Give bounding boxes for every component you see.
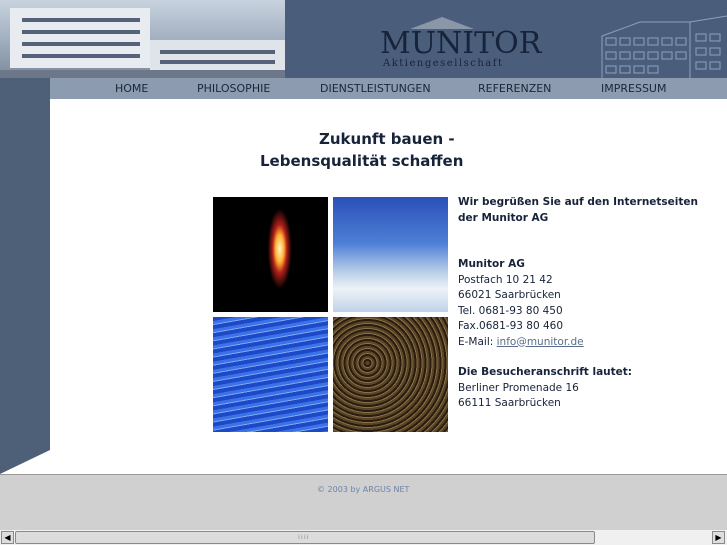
scroll-thumb[interactable] [15, 531, 595, 544]
earth-image [333, 317, 448, 432]
left-side-panel [0, 78, 50, 474]
building-sketch-icon [600, 14, 727, 78]
elements-image-grid [213, 197, 448, 433]
scroll-right-arrow-icon[interactable]: ▶ [712, 531, 725, 544]
brand-logo[interactable]: MUNITOR [380, 26, 542, 61]
nav-home[interactable]: HOME [115, 82, 149, 95]
fax: Fax.0681-93 80 460 [458, 320, 564, 332]
nav-impressum[interactable]: IMPRESSUM [601, 82, 667, 95]
visitor-heading: Die Besucheranschrift lautet: [458, 366, 632, 378]
visitor-city: 66111 Saarbrücken [458, 397, 561, 409]
postbox-city: 66021 Saarbrücken [458, 289, 561, 301]
water-image [213, 317, 328, 432]
email-row [458, 335, 718, 351]
main-content [50, 99, 727, 474]
horizontal-scrollbar[interactable] [0, 530, 727, 545]
email-link[interactable]: info@munitor.de [496, 335, 584, 348]
slogan-line-1: Zukunft bauen - [319, 130, 455, 148]
brand-subtitle: Aktiengesellschaft [383, 58, 504, 69]
nav-referenzen[interactable]: REFERENZEN [478, 82, 552, 95]
page-header [0, 0, 727, 78]
visitor-street: Berliner Promenade 16 [458, 381, 579, 394]
scroll-left-arrow-icon[interactable]: ◀ [1, 531, 14, 544]
page-footer [0, 474, 727, 530]
fire-image [213, 197, 328, 312]
sky-image [333, 197, 448, 312]
main-navigation [50, 78, 727, 99]
contact-info [458, 195, 718, 412]
grip-icon: ⁞⁞⁞⁞ [298, 534, 310, 541]
building-photo [0, 0, 285, 78]
postbox: Postfach 10 21 42 [458, 273, 553, 286]
copyright-text: © 2003 by ARGUS NET [317, 485, 410, 494]
nav-philosophie[interactable]: PHILOSOPHIE [197, 82, 271, 95]
slogan-line-2: Lebensqualität schaffen [260, 152, 464, 170]
welcome-text: Wir begrüßen Sie auf den Internetseiten der Munitor AG [458, 196, 699, 224]
telephone: Tel. 0681-93 80 450 [458, 304, 563, 317]
company-name: Munitor AG [458, 258, 525, 270]
nav-dienstleistungen[interactable]: DIENSTLEISTUNGEN [320, 82, 431, 95]
email-label: E-Mail: [458, 335, 497, 348]
